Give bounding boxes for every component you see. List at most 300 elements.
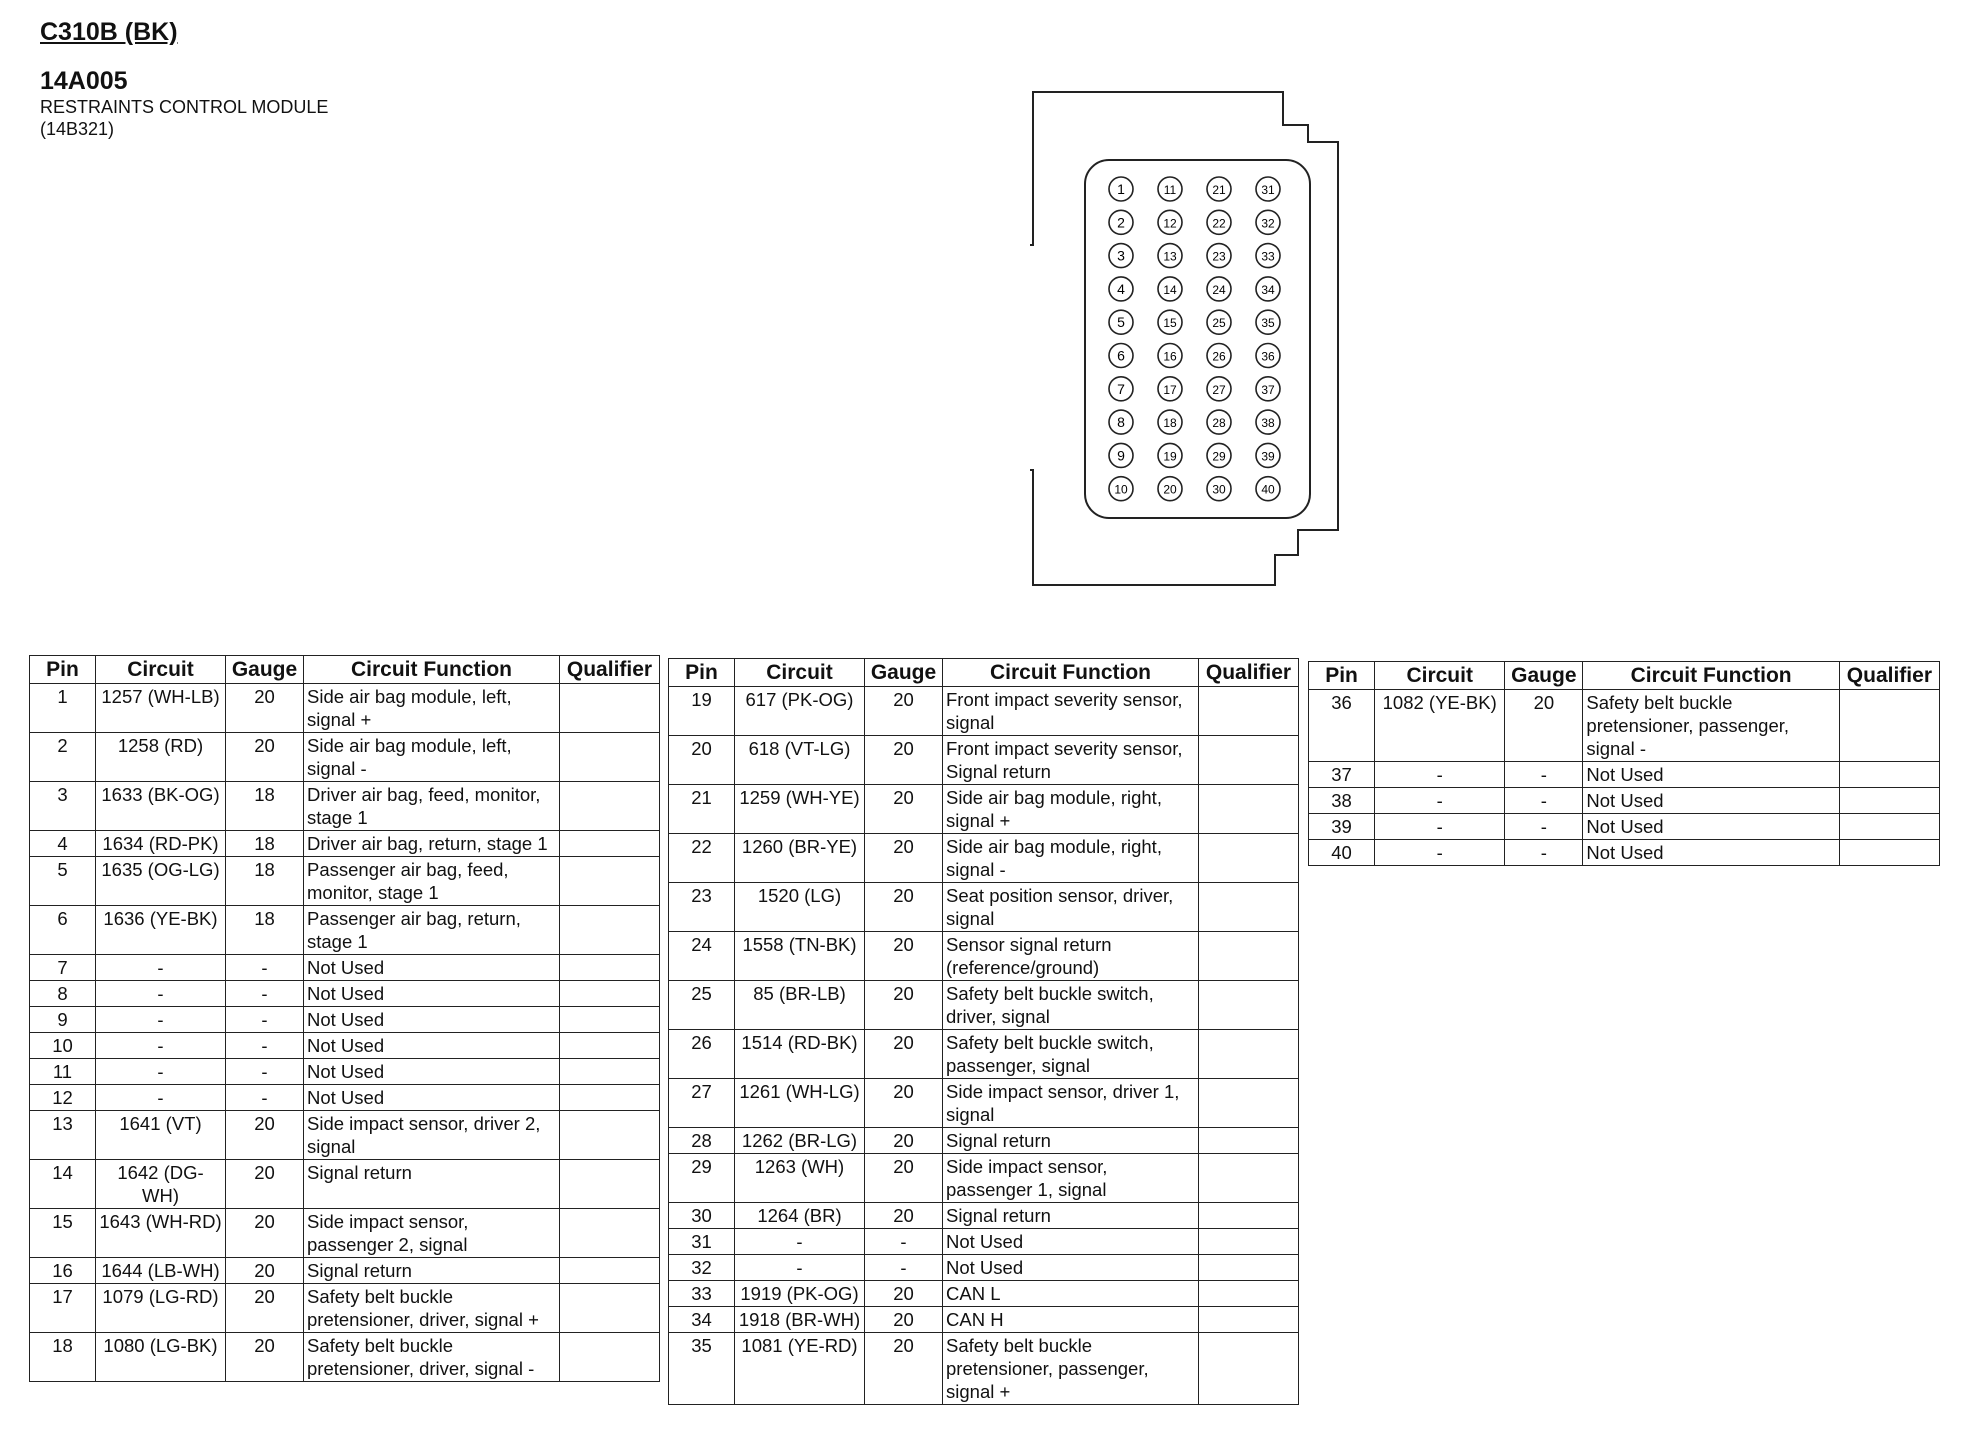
gauge-cell: - (1505, 814, 1583, 840)
qualifier-cell (1199, 687, 1299, 736)
pin-number-label: 34 (1261, 282, 1275, 297)
qualifier-cell (1199, 1255, 1299, 1281)
table-row (669, 1229, 1299, 1255)
qualifier-cell (1199, 1281, 1299, 1307)
circuit-cell: - (96, 981, 226, 1007)
qualifier-cell (1199, 736, 1299, 785)
qualifier-cell (560, 1258, 660, 1284)
gauge-cell: 18 (226, 857, 304, 906)
pin-cell: 30 (669, 1203, 735, 1229)
qualifier-cell (1199, 1229, 1299, 1255)
gauge-cell: 20 (865, 736, 943, 785)
pin-cell: 34 (669, 1307, 735, 1333)
qualifier-cell (560, 1007, 660, 1033)
function-cell: Safety belt buckle pretensioner, passenger, signal + (943, 1333, 1199, 1405)
gauge-cell: 20 (865, 1281, 943, 1307)
gauge-cell: 20 (226, 733, 304, 782)
pin-cell: 26 (669, 1030, 735, 1079)
pin-cell: 29 (669, 1154, 735, 1203)
pin-number-label: 7 (1117, 380, 1125, 397)
table-row (669, 1079, 1299, 1128)
pin-number-label: 3 (1117, 247, 1125, 264)
function-cell: Signal return (304, 1258, 560, 1284)
qualifier-cell (1839, 762, 1939, 788)
qualifier-cell (1199, 883, 1299, 932)
table-row (30, 1111, 660, 1160)
qualifier-cell (1199, 1128, 1299, 1154)
function-cell: Driver air bag, return, stage 1 (304, 831, 560, 857)
pin-column-header: Pin (669, 659, 735, 687)
table-row (30, 1333, 660, 1382)
module-name: RESTRAINTS CONTROL MODULE (40, 97, 329, 117)
qualifier-column-header: Qualifier (1839, 662, 1939, 690)
qualifier-cell (560, 857, 660, 906)
pin-number-label: 32 (1261, 216, 1275, 231)
function-cell: Not Used (304, 955, 560, 981)
pin-number-label: 17 (1163, 382, 1177, 397)
table-row (30, 782, 660, 831)
pin-cell: 21 (669, 785, 735, 834)
gauge-cell: 20 (865, 785, 943, 834)
function-cell: Side air bag module, right, signal - (943, 834, 1199, 883)
gauge-cell: 20 (226, 1284, 304, 1333)
gauge-cell: - (226, 1085, 304, 1111)
gauge-cell: - (1505, 840, 1583, 866)
table-row (30, 955, 660, 981)
gauge-cell: - (226, 1059, 304, 1085)
function-cell: Not Used (1583, 762, 1839, 788)
pin-group (1109, 177, 1280, 501)
circuit-cell: 1520 (LG) (735, 883, 865, 932)
qualifier-cell (560, 1085, 660, 1111)
gauge-cell: 18 (226, 906, 304, 955)
pin-cell: 6 (30, 906, 96, 955)
pin-cell: 5 (30, 857, 96, 906)
circuit-cell: - (96, 1059, 226, 1085)
pin-number-label: 30 (1212, 482, 1226, 497)
pin-cell: 28 (669, 1128, 735, 1154)
qualifier-cell (560, 1160, 660, 1209)
function-cell: Signal return (943, 1203, 1199, 1229)
table-row (30, 1160, 660, 1209)
gauge-cell: 20 (865, 932, 943, 981)
table-row (30, 981, 660, 1007)
circuit-cell: 618 (VT-LG) (735, 736, 865, 785)
circuit-cell: 1262 (BR-LG) (735, 1128, 865, 1154)
function-cell: Not Used (304, 1033, 560, 1059)
table-header-row (1309, 662, 1940, 690)
qualifier-cell (1199, 834, 1299, 883)
circuit-cell: 617 (PK-OG) (735, 687, 865, 736)
table-header-row (669, 659, 1299, 687)
qualifier-cell (560, 1033, 660, 1059)
function-cell: Signal return (304, 1160, 560, 1209)
table-row (669, 736, 1299, 785)
table-row (30, 1059, 660, 1085)
function-column-header: Circuit Function (1583, 662, 1839, 690)
connector-diagram (1030, 90, 1350, 590)
circuit-cell: - (1375, 762, 1505, 788)
function-cell: Safety belt buckle switch, passenger, signal (943, 1030, 1199, 1079)
table-row (669, 883, 1299, 932)
qualifier-cell (1199, 1203, 1299, 1229)
pin-cell: 38 (1309, 788, 1375, 814)
table-row (30, 857, 660, 906)
module-code: (14B321) (40, 119, 115, 139)
gauge-cell: 20 (1505, 690, 1583, 762)
circuit-cell: 1558 (TN-BK) (735, 932, 865, 981)
pin-number-label: 6 (1117, 347, 1125, 364)
pin-number-label: 14 (1163, 282, 1177, 297)
table-row (1309, 788, 1940, 814)
table-row (669, 834, 1299, 883)
table-row (669, 1307, 1299, 1333)
function-cell: Front impact severity sensor, signal (943, 687, 1199, 736)
table-row (30, 1284, 660, 1333)
qualifier-cell (1839, 690, 1939, 762)
function-cell: Side impact sensor, passenger 1, signal (943, 1154, 1199, 1203)
pin-number-label: 10 (1114, 482, 1128, 497)
circuit-cell: 1080 (LG-BK) (96, 1333, 226, 1382)
function-cell: Not Used (304, 1085, 560, 1111)
table-row (1309, 840, 1940, 866)
pin-number-label: 5 (1117, 314, 1125, 331)
pin-number-label: 8 (1117, 414, 1125, 431)
pin-number-label: 15 (1163, 316, 1177, 331)
pin-number-label: 26 (1212, 349, 1226, 364)
pin-number-label: 9 (1117, 447, 1125, 464)
gauge-cell: 20 (865, 883, 943, 932)
gauge-cell: 20 (865, 1333, 943, 1405)
circuit-cell: - (96, 1085, 226, 1111)
pin-cell: 12 (30, 1085, 96, 1111)
circuit-cell: 1514 (RD-BK) (735, 1030, 865, 1079)
table-row (669, 1255, 1299, 1281)
gauge-cell: 20 (226, 1258, 304, 1284)
gauge-cell: 20 (865, 1030, 943, 1079)
pin-number-label: 2 (1117, 214, 1125, 231)
pin-cell: 17 (30, 1284, 96, 1333)
table-row (30, 1258, 660, 1284)
gauge-cell: 20 (226, 1209, 304, 1258)
pin-number-label: 12 (1163, 216, 1177, 231)
table-row (30, 1209, 660, 1258)
qualifier-cell (560, 981, 660, 1007)
pin-cell: 39 (1309, 814, 1375, 840)
gauge-cell: - (226, 1033, 304, 1059)
circuit-cell: 1644 (LB-WH) (96, 1258, 226, 1284)
table-row (30, 831, 660, 857)
circuit-cell: 1259 (WH-YE) (735, 785, 865, 834)
function-cell: Side air bag module, right, signal + (943, 785, 1199, 834)
pin-cell: 25 (669, 981, 735, 1030)
circuit-cell: 1081 (YE-RD) (735, 1333, 865, 1405)
pin-cell: 27 (669, 1079, 735, 1128)
pin-number-label: 23 (1212, 249, 1226, 264)
qualifier-cell (1199, 1333, 1299, 1405)
function-cell: Seat position sensor, driver, signal (943, 883, 1199, 932)
circuit-cell: - (735, 1229, 865, 1255)
pin-cell: 18 (30, 1333, 96, 1382)
table-row (669, 1128, 1299, 1154)
gauge-cell: 20 (865, 1203, 943, 1229)
qualifier-cell (560, 831, 660, 857)
table-row (30, 1033, 660, 1059)
qualifier-cell (560, 1209, 660, 1258)
pin-cell: 36 (1309, 690, 1375, 762)
pin-number-label: 29 (1212, 449, 1226, 464)
table-row (669, 1203, 1299, 1229)
gauge-cell: 20 (865, 1128, 943, 1154)
pin-number-label: 25 (1212, 316, 1226, 331)
pin-table-2 (668, 658, 1299, 1405)
gauge-cell: 20 (865, 981, 943, 1030)
pin-cell: 7 (30, 955, 96, 981)
function-cell: Signal return (943, 1128, 1199, 1154)
pin-cell: 8 (30, 981, 96, 1007)
pin-number-label: 16 (1163, 349, 1177, 364)
pin-cell: 23 (669, 883, 735, 932)
gauge-cell: 20 (865, 1307, 943, 1333)
function-cell: Not Used (1583, 788, 1839, 814)
connector-id: C310B (BK) (40, 18, 178, 46)
pin-number-label: 35 (1261, 316, 1275, 331)
gauge-cell: - (226, 981, 304, 1007)
pin-cell: 35 (669, 1333, 735, 1405)
qualifier-cell (560, 782, 660, 831)
pin-number-label: 38 (1261, 416, 1275, 431)
gauge-cell: 20 (865, 687, 943, 736)
function-cell: Side air bag module, left, signal - (304, 733, 560, 782)
qualifier-cell (560, 1059, 660, 1085)
pin-number-label: 39 (1261, 449, 1275, 464)
pin-cell: 40 (1309, 840, 1375, 866)
circuit-cell: 85 (BR-LB) (735, 981, 865, 1030)
circuit-cell: - (1375, 788, 1505, 814)
circuit-column-header: Circuit (96, 656, 226, 684)
table-row (669, 687, 1299, 736)
function-cell: Passenger air bag, feed, monitor, stage 1 (304, 857, 560, 906)
gauge-column-header: Gauge (865, 659, 943, 687)
gauge-cell: - (226, 1007, 304, 1033)
pin-cell: 16 (30, 1258, 96, 1284)
gauge-cell: - (226, 955, 304, 981)
table-row (669, 981, 1299, 1030)
circuit-cell: - (96, 955, 226, 981)
function-cell: Passenger air bag, return, stage 1 (304, 906, 560, 955)
circuit-cell: 1257 (WH-LB) (96, 684, 226, 733)
qualifier-cell (1199, 1154, 1299, 1203)
table-row (669, 1154, 1299, 1203)
qualifier-cell (560, 955, 660, 981)
pin-number-label: 37 (1261, 382, 1275, 397)
table-row (669, 1030, 1299, 1079)
function-cell: Front impact severity sensor, Signal return (943, 736, 1199, 785)
pin-number-label: 11 (1163, 183, 1177, 197)
table-row (30, 733, 660, 782)
circuit-cell: 1636 (YE-BK) (96, 906, 226, 955)
table-row (669, 1281, 1299, 1307)
qualifier-cell (1839, 788, 1939, 814)
qualifier-cell (560, 1333, 660, 1382)
pin-cell: 22 (669, 834, 735, 883)
circuit-cell: 1918 (BR-WH) (735, 1307, 865, 1333)
qualifier-column-header: Qualifier (560, 656, 660, 684)
connector-outline (1030, 92, 1338, 585)
function-column-header: Circuit Function (304, 656, 560, 684)
function-cell: Safety belt buckle pretensioner, passenger, signal - (1583, 690, 1839, 762)
function-cell: Side impact sensor, driver 1, signal (943, 1079, 1199, 1128)
circuit-cell: 1641 (VT) (96, 1111, 226, 1160)
qualifier-column-header: Qualifier (1199, 659, 1299, 687)
pin-number-label: 31 (1261, 183, 1275, 197)
table-row (1309, 762, 1940, 788)
circuit-cell: 1634 (RD-PK) (96, 831, 226, 857)
pin-cell: 19 (669, 687, 735, 736)
pin-column-header: Pin (30, 656, 96, 684)
circuit-cell: 1260 (BR-YE) (735, 834, 865, 883)
function-cell: Not Used (1583, 814, 1839, 840)
circuit-cell: - (735, 1255, 865, 1281)
pin-number-label: 1 (1117, 181, 1125, 197)
function-cell: Not Used (1583, 840, 1839, 866)
table-row (30, 906, 660, 955)
pin-number-label: 19 (1163, 449, 1177, 464)
pin-number-label: 20 (1163, 482, 1177, 497)
pin-number-label: 27 (1212, 382, 1226, 397)
pin-table-3 (1308, 661, 1940, 866)
gauge-column-header: Gauge (1505, 662, 1583, 690)
circuit-cell: 1258 (RD) (96, 733, 226, 782)
qualifier-cell (1199, 932, 1299, 981)
function-cell: CAN L (943, 1281, 1199, 1307)
pin-number-label: 28 (1212, 416, 1226, 431)
table-header-row (30, 656, 660, 684)
table-row (1309, 690, 1940, 762)
pin-number-label: 40 (1261, 482, 1275, 497)
pin-cell: 13 (30, 1111, 96, 1160)
pin-cell: 32 (669, 1255, 735, 1281)
circuit-cell: 1635 (OG-LG) (96, 857, 226, 906)
circuit-cell: - (96, 1033, 226, 1059)
pin-number-label: 13 (1163, 249, 1177, 264)
gauge-cell: 18 (226, 782, 304, 831)
qualifier-cell (1199, 1030, 1299, 1079)
pin-number-label: 4 (1117, 280, 1125, 297)
qualifier-cell (1199, 981, 1299, 1030)
function-cell: Not Used (304, 1059, 560, 1085)
circuit-column-header: Circuit (735, 659, 865, 687)
circuit-cell: 1261 (WH-LG) (735, 1079, 865, 1128)
pin-cell: 9 (30, 1007, 96, 1033)
part-number: 14A005 (40, 67, 128, 95)
document-header (40, 18, 328, 140)
gauge-cell: - (1505, 762, 1583, 788)
function-cell: Side impact sensor, passenger 2, signal (304, 1209, 560, 1258)
pin-number-label: 36 (1261, 349, 1275, 364)
pin-cell: 20 (669, 736, 735, 785)
pin-cell: 2 (30, 733, 96, 782)
gauge-cell: 20 (865, 834, 943, 883)
function-cell: Not Used (943, 1229, 1199, 1255)
gauge-cell: 20 (865, 1079, 943, 1128)
qualifier-cell (560, 733, 660, 782)
pin-cell: 37 (1309, 762, 1375, 788)
pin-number-label: 24 (1212, 282, 1226, 297)
gauge-cell: 20 (226, 1160, 304, 1209)
table-row (669, 1333, 1299, 1405)
circuit-cell: - (96, 1007, 226, 1033)
pin-cell: 15 (30, 1209, 96, 1258)
gauge-cell: - (865, 1255, 943, 1281)
function-cell: Not Used (304, 981, 560, 1007)
gauge-column-header: Gauge (226, 656, 304, 684)
pin-number-label: 33 (1261, 249, 1275, 264)
pin-cell: 1 (30, 684, 96, 733)
pin-number-label: 21 (1212, 183, 1226, 197)
gauge-cell: 18 (226, 831, 304, 857)
table-row (669, 785, 1299, 834)
pin-cell: 11 (30, 1059, 96, 1085)
pin-cell: 33 (669, 1281, 735, 1307)
circuit-cell: 1919 (PK-OG) (735, 1281, 865, 1307)
function-cell: Not Used (943, 1255, 1199, 1281)
function-cell: Side air bag module, left, signal + (304, 684, 560, 733)
table-row (30, 1085, 660, 1111)
function-cell: Side impact sensor, driver 2, signal (304, 1111, 560, 1160)
pin-column-header: Pin (1309, 662, 1375, 690)
circuit-cell: 1079 (LG-RD) (96, 1284, 226, 1333)
qualifier-cell (560, 684, 660, 733)
gauge-cell: 20 (226, 1111, 304, 1160)
pin-cell: 10 (30, 1033, 96, 1059)
circuit-cell: 1082 (YE-BK) (1375, 690, 1505, 762)
pin-cell: 3 (30, 782, 96, 831)
circuit-cell: 1642 (DG-WH) (96, 1160, 226, 1209)
pin-number-label: 22 (1212, 216, 1226, 231)
table-row (30, 684, 660, 733)
pin-table-1 (29, 655, 660, 1382)
table-row (30, 1007, 660, 1033)
pin-cell: 31 (669, 1229, 735, 1255)
function-cell: Safety belt buckle pretensioner, driver, signal - (304, 1333, 560, 1382)
table-row (669, 932, 1299, 981)
qualifier-cell (1199, 1079, 1299, 1128)
function-cell: Not Used (304, 1007, 560, 1033)
gauge-cell: 20 (226, 684, 304, 733)
qualifier-cell (560, 1111, 660, 1160)
pin-cell: 24 (669, 932, 735, 981)
circuit-cell: 1263 (WH) (735, 1154, 865, 1203)
function-cell: Safety belt buckle switch, driver, signal (943, 981, 1199, 1030)
qualifier-cell (560, 1284, 660, 1333)
function-column-header: Circuit Function (943, 659, 1199, 687)
function-cell: Driver air bag, feed, monitor, stage 1 (304, 782, 560, 831)
function-cell: Safety belt buckle pretensioner, driver, signal + (304, 1284, 560, 1333)
qualifier-cell (1839, 840, 1939, 866)
gauge-cell: 20 (226, 1333, 304, 1382)
qualifier-cell (1199, 1307, 1299, 1333)
circuit-cell: 1264 (BR) (735, 1203, 865, 1229)
function-cell: CAN H (943, 1307, 1199, 1333)
circuit-cell: 1643 (WH-RD) (96, 1209, 226, 1258)
circuit-cell: - (1375, 840, 1505, 866)
qualifier-cell (560, 906, 660, 955)
function-cell: Sensor signal return (reference/ground) (943, 932, 1199, 981)
gauge-cell: - (1505, 788, 1583, 814)
table-row (1309, 814, 1940, 840)
pin-number-label: 18 (1163, 416, 1177, 431)
